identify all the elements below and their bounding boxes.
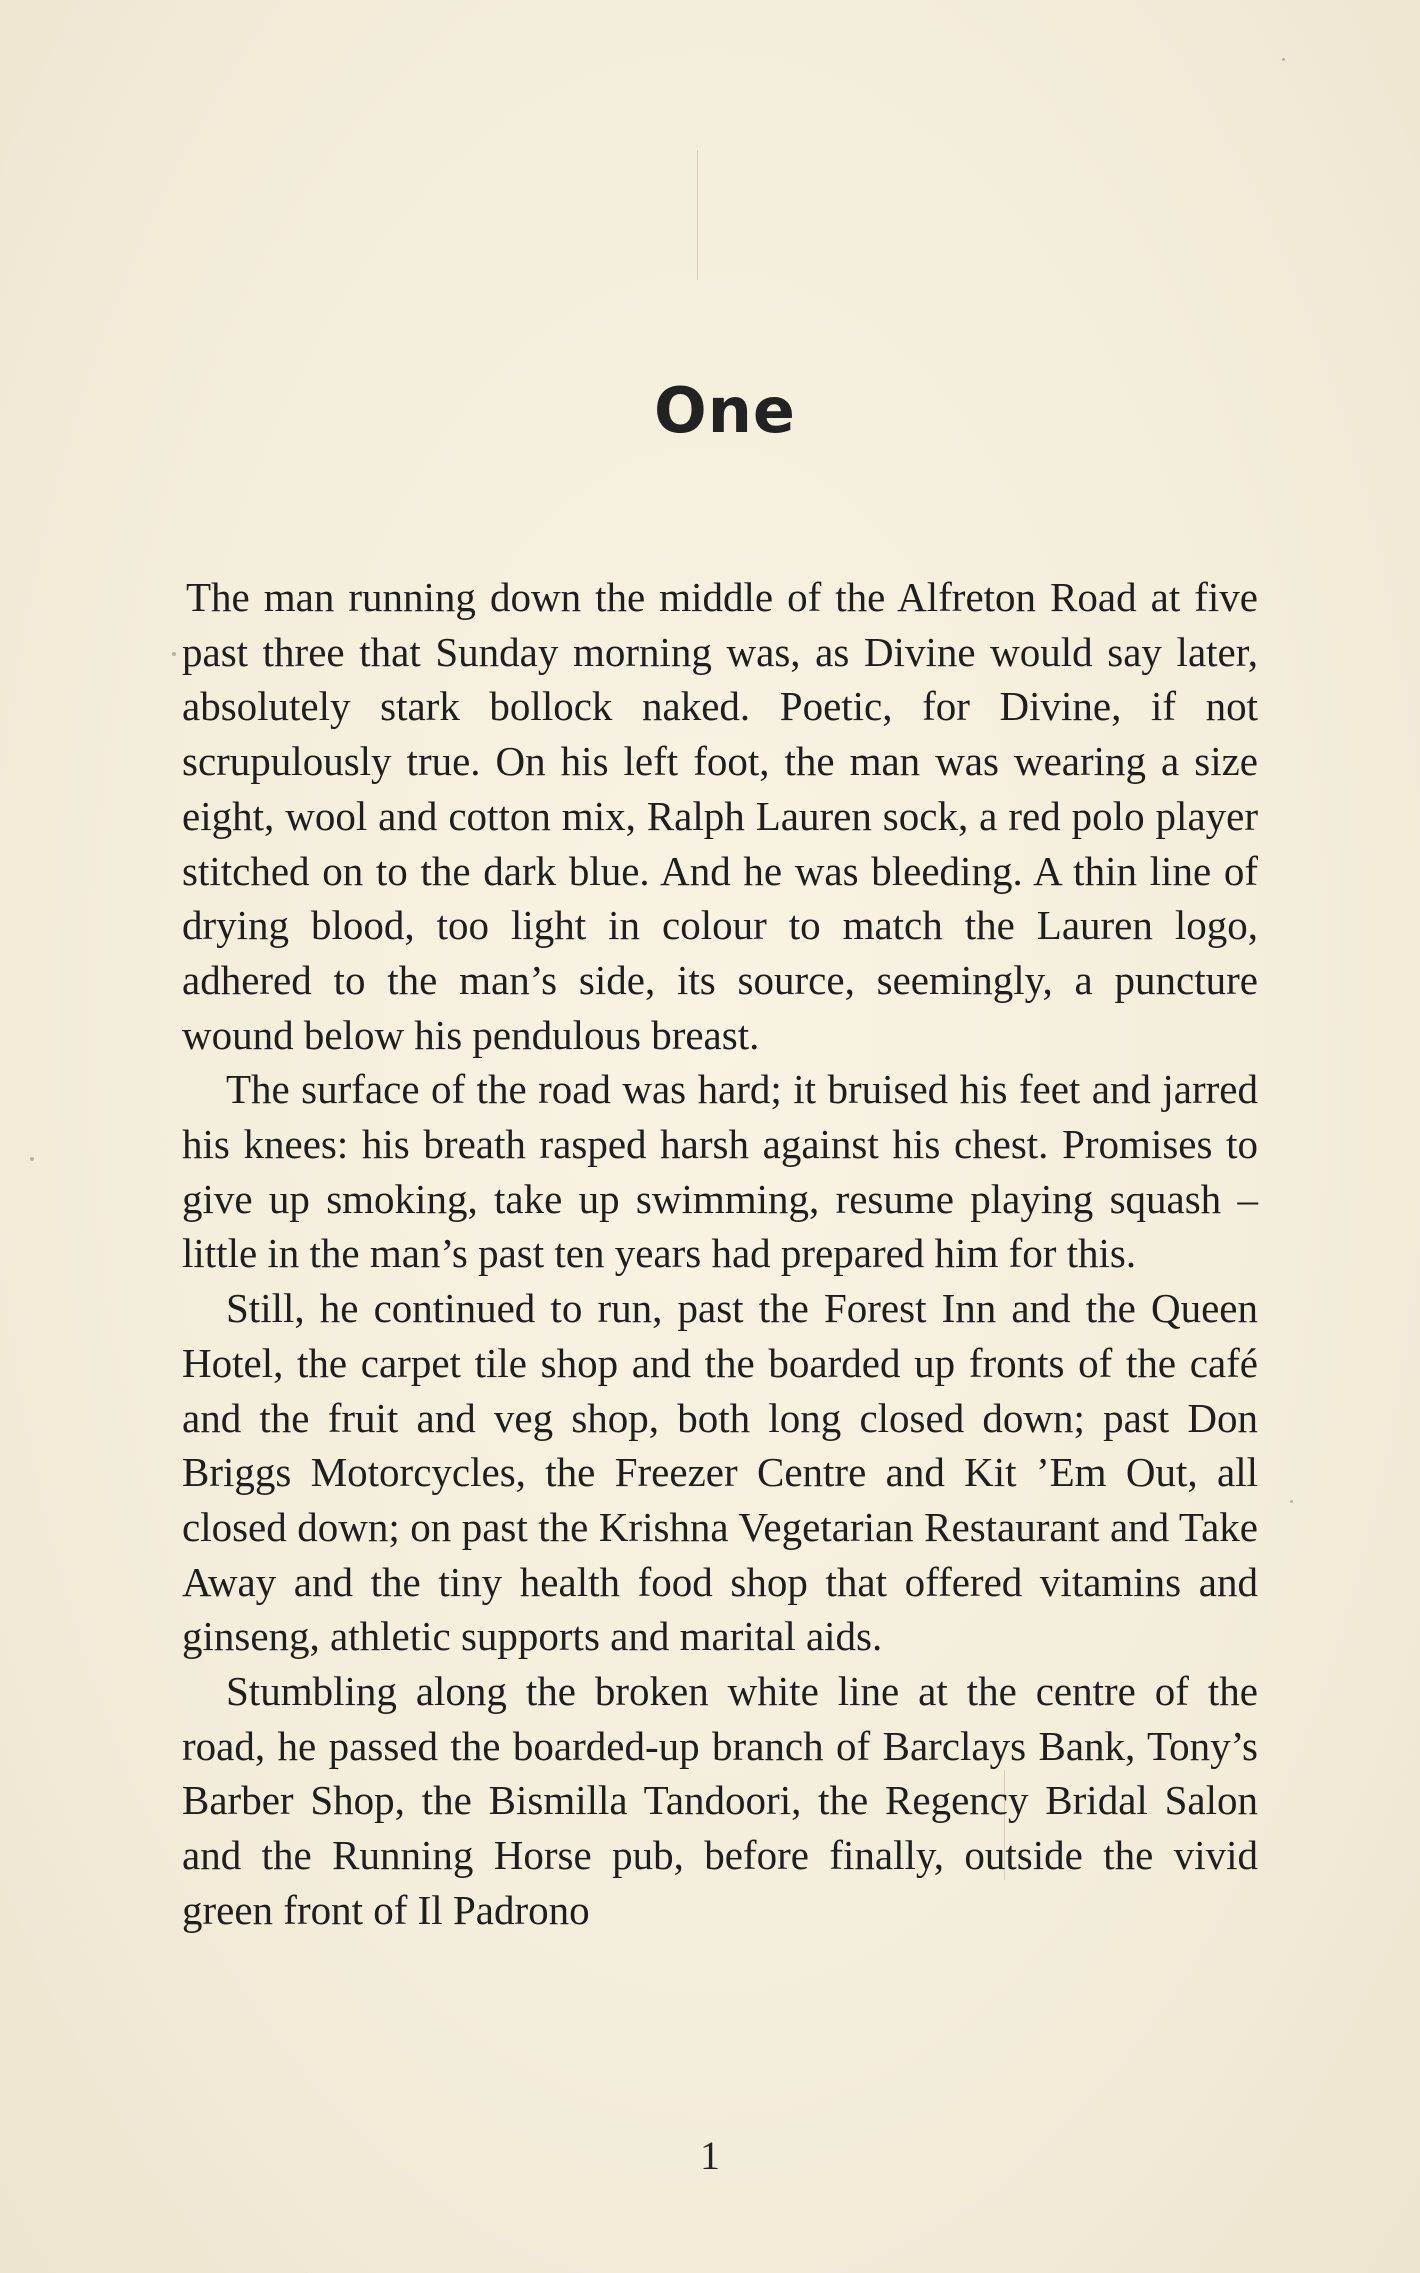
page-number: 1 — [700, 2133, 720, 2178]
paper-speck — [1290, 1500, 1293, 1503]
chapter-title: One — [654, 374, 796, 447]
chapter-body — [182, 570, 1258, 1938]
paragraph: Still, he continued to run, past the Forest Inn and the Queen Hotel, the carpet tile shop and the boarded up fronts of the café and the fruit and veg shop, both long closed down; past Don Briggs Motorcycles, the Freezer Centre and Kit ’Em Out, all closed down; on past the Krishna Vegetarian Restaurant and Take Away and the tiny health food shop that offered vitamins and ginseng, athletic supports and marital aids. — [182, 1285, 1258, 1660]
paper-speck — [1282, 58, 1285, 61]
paragraph: The surface of the road was hard; it bruised his feet and jarred his knees: his breath rasped harsh against his chest. Promises to give up smoking, take up swimming, resume playing squash – little in the man’s past ten years had prepared him for this. — [182, 1066, 1258, 1277]
paper-speck — [172, 652, 176, 656]
paper-speck — [30, 1157, 34, 1161]
paper-crease — [697, 150, 698, 280]
paragraph: Stumbling along the broken white line at the centre of the road, he passed the boarded-up branch of Barclays Bank, Tony’s Barber Shop, the Bismilla Tandoori, the Regency Bridal Salon and the Running Horse pub, before finally, outside the vivid green front of Il Padrono — [182, 1668, 1258, 1933]
paragraph: The man running down the middle of the Alfreton Road at five past three that Sunday morning was, as Divine would say later, absolutely stark bollock naked. Poetic, for Divine, if not scrupulously true. On his left foot, the man was wearing a size eight, wool and cotton mix, Ralph Lauren sock, a red polo player stitched on to the dark blue. And he was bleeding. A thin line of drying blood, too light in colour to match the Lauren logo, adhered to the man’s side, its source, seemingly, a puncture wound below his pendulous breast. — [182, 574, 1258, 1058]
